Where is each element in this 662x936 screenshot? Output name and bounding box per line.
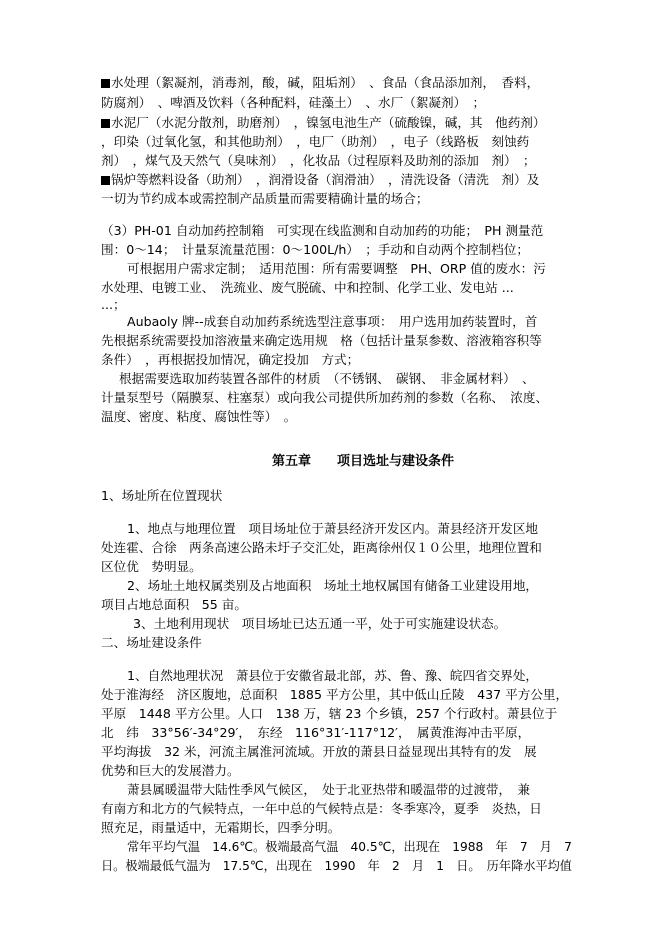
text-line: 平均海拔 32 米，河流主属淮河流域。开放的萧县日益显现出其特有的发 展 bbox=[101, 744, 537, 759]
text-line: 可根据用户需求定制； 适用范围：所有需要调整 PH、ORP 值的废水：污 bbox=[127, 261, 546, 276]
text-line: 北 纬 33°56′-34°29′， 东经 116°31′-117°12′， 属黄淮海冲击平原， bbox=[101, 725, 531, 740]
bullet-square-icon bbox=[101, 176, 110, 185]
text-line: 照充足，雨量适中，无霜期长，四季分明。 bbox=[101, 820, 341, 835]
text-line: 先根据系统需要投加溶液量来确定选用规 格（包括计量泵参数、溶液箱容积等 bbox=[101, 333, 542, 348]
text-line: 计量泵型号（隔膜泵、柱塞泵）或向我公司提供所加药剂的参数（名称、 浓度、 bbox=[101, 390, 549, 405]
text-line: 处连霍、合徐 两条高速公路未圩子交汇处，距离徐州仅１０公里，地理位置和 bbox=[101, 540, 542, 555]
text-line: 区位优 势明显。 bbox=[101, 559, 202, 574]
text-line: 剂） ，煤气及天然气（臭味剂） ，化妆品（过程原料及助剂的添加 剂） ； bbox=[101, 153, 536, 168]
text-line: 水泥厂（水泥分散剂，助磨剂） ，镍氢电池生产（硫酸镍，碱，其 他药剂） bbox=[101, 114, 545, 132]
text-line: 日。极端最低气温为 17.5℃，出现在 1990 年 2 月 1 日。 历年降水平均值 bbox=[101, 858, 572, 873]
text-line: 3、土地利用现状 项目场址已达五通一平，处于可实施建设状态。 bbox=[133, 616, 507, 631]
text-line: 平原 1448 平方公里。人口 138 万，辖 23 个乡镇，257 个行政村。萧县位于 bbox=[101, 706, 558, 721]
text-line: 1、地点与地理位置 项目场址位于萧县经济开发区内。萧县经济开发区地 bbox=[127, 521, 539, 536]
text-line: 萧县属暖温带大陆性季风气候区， 处于北亚热带和暖温带的过渡带， 兼 bbox=[127, 782, 530, 797]
text-line: 锅炉等燃料设备（助剂） ，润滑设备（润滑油） ，清洗设备（清洗 剂）及 bbox=[101, 171, 539, 189]
text-line: 温度、密度、粘度、腐蚀性等） 。 bbox=[101, 409, 297, 424]
text-line: 条件） ，再根据投加情况，确定投加 方式； bbox=[101, 352, 360, 367]
text-line: ，印染（过氧化氢，和其他助剂） ，电厂（助剂） ，电子（线路板 刻蚀药 bbox=[101, 134, 530, 149]
bullet-square-icon bbox=[101, 79, 110, 88]
text-line: 有南方和北方的气候特点，一年中总的气候特点是：冬季寒冷，夏季 炎热，日 bbox=[101, 801, 542, 816]
text-line: Aubaoly 牌--成套自动加药系统选型注意事项： 用户选用加药装置时，首 bbox=[127, 314, 538, 329]
section-heading: 1、场址所在位置现状 bbox=[101, 488, 223, 503]
section-heading: 二、场址建设条件 bbox=[101, 635, 202, 650]
text-line: 防腐剂） 、啤酒及饮料（各种配料，硅藻土） 、水厂（絮凝剂） ； bbox=[101, 95, 486, 110]
text-line: 根据需要选取加药装置各部件的材质 （不锈钢、 碳钢、 非金属材料） 、 bbox=[119, 371, 535, 386]
text-line: 常年平均气温 14.6℃。极端最高气温 40.5℃，出现在 1988 年 7 月 7 bbox=[127, 839, 572, 854]
text-line: 水处理、电镀工业、 洗巯业、废气脱硫、中和控制、化学工业、发电站 ... bbox=[101, 280, 514, 295]
text-line: 1、自然地理状况 萧县位于安徽省最北部，苏、鲁、豫、皖四省交界处， bbox=[127, 668, 539, 683]
text-line: 2、场址土地权属类别及占地面积 场址土地权属国有储备工业建设用地， bbox=[127, 578, 539, 593]
text-line: 水处理（絮凝剂，消毒剂，酸，碱，阻垢剂） 、食品（食品添加剂， 香料， bbox=[101, 74, 539, 92]
text-line: 一切为节约成本或需控制产品质量而需要精确计量的场合； bbox=[101, 191, 429, 206]
bullet-square-icon bbox=[101, 119, 110, 128]
text-line: 处于淮海经 济区腹地，总面积 1885 平方公里，其中低山丘陵 437 平方公里， bbox=[101, 687, 569, 702]
text-line: 项目占地总面积 55 亩。 bbox=[101, 597, 247, 612]
text-line: 围：0～14； 计量泵流量范围：0～100L/h） ；手动和自动两个控制档位； bbox=[101, 242, 529, 257]
chapter-heading: 第五章 项目选址与建设条件 bbox=[272, 454, 455, 469]
text-line: 优势和巨大的发展潜力。 bbox=[101, 763, 240, 778]
text-line: （3）PH-01 自动加药控制箱 可实现在线监测和自动加药的功能； PH 测量范 bbox=[101, 223, 544, 238]
text-line: ...； bbox=[101, 297, 126, 312]
